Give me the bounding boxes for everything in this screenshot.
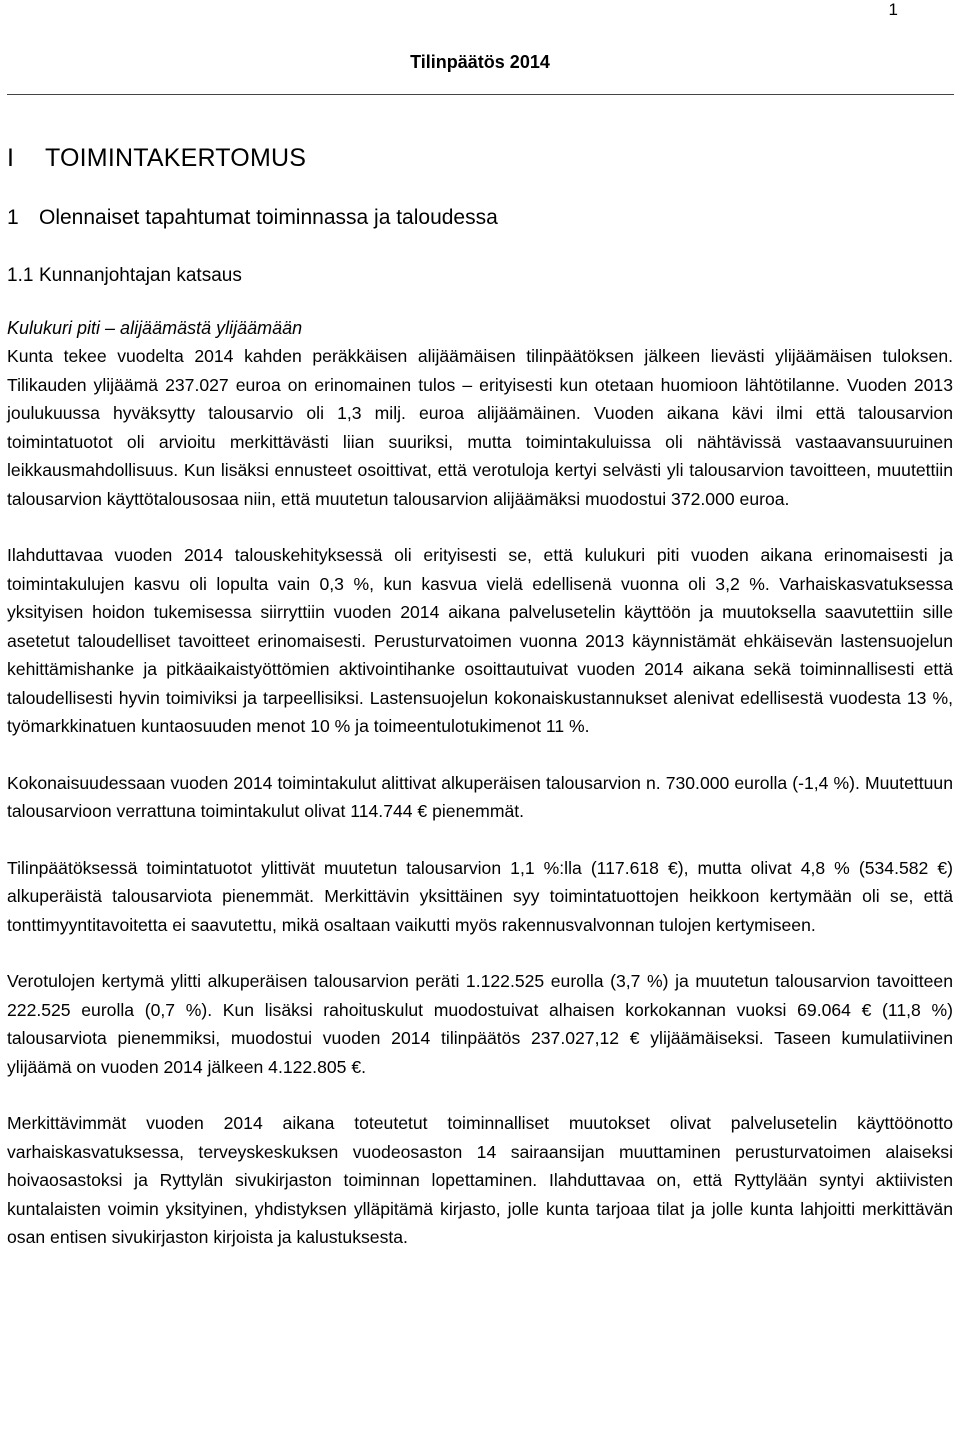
section-title: Olennaiset tapahtumat toiminnassa ja taloudessa [39, 206, 498, 229]
paragraph-4: Tilinpäätöksessä toimintatuotot ylittivät muutetun talousarvion 1,1 %:lla (117.618 €), mutta olivat 4,8 % (534.582 €) alkuperäistä talousarviota pienemmät. Merkittävin yksittäinen syy toimintatuottojen heikkoon kertymään oli se, että tonttimyyntitavoitetta ei saavutettu, mikä osaltaan vaikutti myös rakennusvalvonnan tulojen kertymiseen. [7, 857, 953, 935]
section-heading [7, 203, 953, 233]
paragraph-1: Kunta tekee vuodelta 2014 kahden peräkkäisen alijäämäisen tilinpäätöksen jälkeen lievästi ylijäämäisen tuloksen. Tilikauden ylijäämä 237.027 euroa on erinomainen tulos – erityisesti kun otetaan huomioon lähtötilanne. Vuoden 2013 joulukuussa hyväksytty talousarvio oli 1,3 milj. euroa alijäämäinen. Vuoden aikana kävi ilmi että talousarvion toimintatuotot oli arvioitu merkittävästi liian suuriksi, mutta toimintakuluissa oli nähtävissä vastaavansuuruinen leikkausmahdollisuus. Kun lisäksi ennusteet osoittivat, että verotuloja kertyi selvästi yli talousarvion tavoitteen, muutettiin talousarvion käyttötalousosaa niin, että muutetun talousarvion alijäämäksi muodostui 372.000 euroa. [7, 346, 953, 509]
chapter-title: TOIMINTAKERTOMUS [45, 144, 307, 172]
section-number: 1 [7, 206, 19, 229]
article-subtitle: Kulukuri piti – alijäämästä ylijäämään [7, 318, 303, 338]
chapter-heading [7, 140, 953, 176]
paragraph-2: Ilahduttavaa vuoden 2014 talouskehityksessä oli erityisesti se, että kulukuri piti vuoden aikana erinomaisesti ja toimintakulujen kasvu oli lopulta vain 0,3 %, kun kasvua vielä edellisenä vuonna oli 3,2 %. Varhaiskasvatuksessa yksityisen hoidon tukemisessa siirryttiin vuoden 2014 aikana palvelusetelin käyttöön ja muutoksella saavutettiin sille asetetut taloudelliset tavoitteet erinomaisesti. Perusturvatoimen vuonna 2013 käynnistämät ehkäisevän lastensuojelun kehittämishanke ja pitkäaikaistyöttömien aktivointihanke osoittautuivat vuoden 2014 aikana sekä toiminnallisesti että taloudellisesti hyvin toimiviksi ja tarpeellisiksi. Lastensuojelun kokonaiskustannukset alenivat edellisestä vuodesta 13 %, työmarkkinatuen kuntaosuuden menot 10 % ja toimeentulotukimenot 11 %. [7, 545, 953, 736]
subsection-title: Kunnanjohtajan katsaus [39, 265, 242, 286]
header-divider [7, 94, 954, 95]
running-header: Tilinpäätös 2014 [410, 52, 550, 72]
paragraph-6: Merkittävimmät vuoden 2014 aikana toteutetut toiminnalliset muutokset olivat palvelusetelin käyttöönotto varhaiskasvatuksessa, terveyskeskuksen vuodeosaston 14 sairaansijan muuttaminen perusturvatoimen alaiseksi hoivaosastoksi ja Ryttylän sivukirjaston toiminnan lopettaminen. Ilahduttavaa on, että Ryttylään syntyi aktiivisten kuntalaisten voimin yksityinen, yhdistyksen ylläpitämä kirjasto, jolle kunta tarjoaa tilat ja jolle kunta lahjoitti merkittävän osan entisen sivukirjaston kirjoista ja kalustuksesta. [7, 1113, 953, 1247]
document-body [7, 140, 953, 1252]
subsection-heading [7, 262, 953, 290]
page-number: 1 [888, 0, 898, 19]
subsection-number: 1.1 [7, 265, 34, 286]
chapter-number: I [7, 144, 15, 172]
paragraph-5: Verotulojen kertymä ylitti alkuperäisen talousarvion peräti 1.122.525 eurolla (3,7 %) ja muutetun talousarvion tavoitteen 222.525 eurolla (0,7 %). Kun lisäksi rahoituskulut muodostuivat alhaisen korkokannan vuoksi 69.064 € (11,8 %) talousarviota pienemmiksi, muodostui vuoden 2014 tilinpäätös 237.027,12 € ylijäämäiseksi. Taseen kumulatiivinen ylijäämä on vuoden 2014 jälkeen 4.122.805 €. [7, 971, 953, 1077]
paragraph-3: Kokonaisuudessaan vuoden 2014 toimintakulut alittivat alkuperäisen talousarvion n. 730.000 eurolla (-1,4 %). Muutettuun talousarvioon verrattuna toimintakulut olivat 114.744 € pienemmät. [7, 772, 953, 821]
